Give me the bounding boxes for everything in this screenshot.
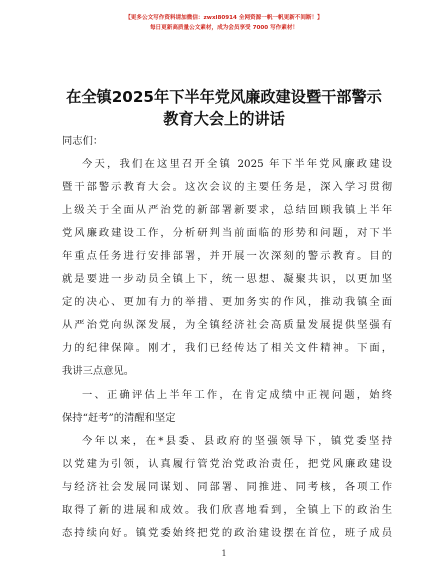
document-title-line-2: 教育大会上的讲话 bbox=[163, 110, 285, 128]
paragraph-line: 上级关于全面从严治党的新部署新要求，总结回顾我镇上半年 bbox=[62, 204, 392, 216]
paragraph-line: 今年以来，在*县委、县政府的坚强领导下，镇党委坚持 bbox=[82, 435, 392, 447]
paragraph-line: 暨干部警示教育大会。这次会议的主要任务是，深入学习贯彻 bbox=[62, 181, 392, 193]
paragraph-line: 我讲三点意见。 bbox=[62, 365, 135, 377]
document-title-line-1: 在全镇2025年下半年党风廉政建设暨干部警示 bbox=[66, 88, 382, 106]
paragraph-line: 定的决心、更加有力的举措、更加务实的作风，推动我镇全面 bbox=[62, 296, 392, 308]
promo-banner-line-1: 【更多公文写作资料请加微信：zwxl80914 全网资源一帆一帆更新不间断！】 bbox=[125, 15, 323, 21]
paragraph-line: 态持续向好。镇党委始终把党的政治建设摆在首位，班子成员 bbox=[62, 527, 392, 539]
paragraph-line: 从严治党向纵深发展，为全镇经济社会高质量发展提供坚强有 bbox=[62, 319, 392, 331]
promo-banner-line-2: 每日更新高质量公文素材，成为会员享受 7000 写作素材！ bbox=[149, 25, 299, 31]
paragraph-line: 与经济社会发展同谋划、同部署、同推进、同考核，各项工作 bbox=[62, 481, 392, 493]
paragraph-line: 年重点任务进行安排部署，并开展一次深刻的警示教育。目的 bbox=[62, 250, 392, 262]
paragraph-line: 力的纪律保障。刚才，我们已经传达了相关文件精神。下面， bbox=[62, 342, 392, 354]
salutation: 同志们： bbox=[62, 135, 104, 147]
paragraph-line: 取得了新的进展和成效。我们欣喜地看到，全镇上下的政治生 bbox=[62, 504, 392, 516]
paragraph-line: 以党建为引领，认真履行管党治党政治责任，把党风廉政建设 bbox=[62, 458, 392, 470]
paragraph-line: 今天，我们在这里召开全镇 2025 年下半年党风廉政建设 bbox=[82, 158, 392, 170]
paragraph-line: 党风廉政建设工作，分析研判当前面临的形势和问题，对下半 bbox=[62, 227, 392, 239]
section-heading-line: 保持“赶考”的清醒和坚定 bbox=[62, 412, 176, 424]
section-heading-line: 一、正确评估上半年工作，在肯定成绩中正视问题，始终 bbox=[82, 389, 392, 401]
paragraph-line: 就是要进一步动员全镇上下，统一思想、凝聚共识，以更加坚 bbox=[62, 273, 392, 285]
page-number: 1 bbox=[221, 549, 227, 558]
